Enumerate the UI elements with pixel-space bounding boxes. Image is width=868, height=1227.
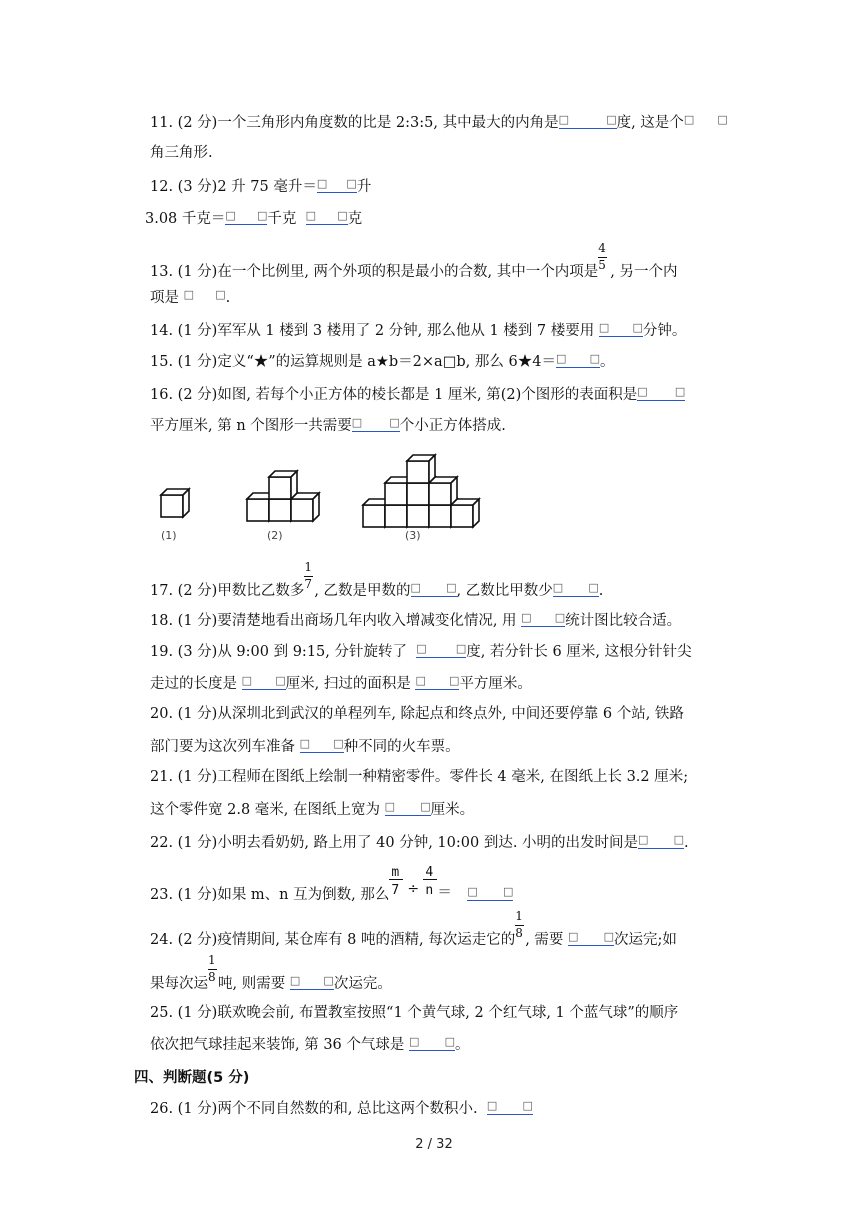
answer-blank[interactable] (184, 287, 226, 304)
expression-m7-div-4n: m 7 ÷ 4 n ＝ (391, 865, 452, 901)
fraction-1-8: $\frac{1}{8}$ (208, 953, 216, 984)
question-16-line2: 平方厘米, 第 n 个图形一共需要□ □ 个小正方体搭成. (150, 415, 506, 436)
answer-blank[interactable] (553, 580, 599, 597)
answer-blank[interactable] (409, 1034, 455, 1051)
question-18: 18. (1 分)要清楚地看出商场几年内收入增减变化情况, 用 □ □ 统计图比较合适。 (150, 610, 681, 631)
answer-blank[interactable] (638, 832, 684, 849)
figure-caption-2: (2) (267, 529, 283, 542)
question-15: 15. (1 分)定义“★”的运算规则是 a★b＝2×a□b, 那么 6★4＝□ □ 。 (150, 351, 614, 372)
figure-caption-3: (3) (405, 529, 421, 542)
answer-blank[interactable] (416, 641, 466, 658)
question-14: 14. (1 分)军军从 1 楼到 3 楼用了 2 分钟, 那么他从 1 楼到 7 楼要用 □ □ 分钟。 (150, 320, 686, 341)
answer-blank[interactable] (684, 112, 728, 129)
answer-blank[interactable] (599, 320, 643, 337)
answer-blank[interactable] (559, 112, 617, 129)
answer-blank[interactable] (411, 580, 457, 597)
answer-blank[interactable] (467, 884, 513, 901)
fraction-4-5: $\frac{4}{5}$ (598, 241, 606, 272)
question-21-line2: 这个零件宽 2.8 毫米, 在图纸上宽为 □ □ 厘米。 (150, 799, 474, 820)
question-20-line1: 20. (1 分)从深圳北到武汉的单程列车, 除起点和终点外, 中间还要停靠 6 个站, 铁路 (150, 706, 684, 722)
fraction-1-7: $\frac{1}{7}$ (304, 560, 312, 591)
answer-blank[interactable] (290, 973, 334, 990)
question-13-line2: 项是 □ □ . (150, 287, 230, 308)
question-12-line2: 3.08 千克＝□ □ 千克 □ □ 克 (145, 208, 362, 229)
answer-blank[interactable] (317, 176, 357, 193)
answer-blank[interactable] (556, 351, 600, 368)
question-25-line1: 25. (1 分)联欢晚会前, 布置教室按照“1 个黄气球, 2 个红气球, 1 个蓝气球”的顺序 (150, 1005, 679, 1021)
answer-blank[interactable] (568, 929, 614, 946)
answer-blank[interactable] (521, 610, 565, 627)
question-25-line2: 依次把气球挂起来装饰, 第 36 个气球是 □ □ 。 (150, 1034, 470, 1055)
cube-figure (155, 445, 495, 559)
question-16-line1: 16. (2 分)如图, 若每个小正方体的棱长都是 1 厘米, 第(2)个图形的表面积是□ □ (150, 384, 685, 405)
question-11-line2: 角三角形. (150, 145, 213, 161)
answer-blank[interactable] (300, 736, 344, 753)
cube-stacks-illustration (155, 445, 495, 555)
question-23: 23. (1 分)如果 m、n 互为倒数, 那么 m 7 ÷ 4 n ＝ □ □ (150, 884, 513, 905)
answer-blank[interactable] (385, 799, 431, 816)
answer-blank[interactable] (487, 1098, 533, 1115)
question-22: 22. (1 分)小明去看奶奶, 路上用了 40 分钟, 10:00 到达. 小明的出发时间是□ □ . (150, 832, 689, 853)
question-26: 26. (1 分)两个不同自然数的和, 总比这两个数积小. □ □ (150, 1098, 533, 1119)
question-24-line1: 24. (2 分)疫情期间, 某仓库有 8 吨的酒精, 每次运走它的 $\frac{1}{8}$ , 需要 □ □ 次运完;如 (150, 929, 677, 950)
question-11-line1: 11. (2 分)一个三角形内角度数的比是 2:3:5, 其中最大的内角是□ □ 度, 这是个□ □ (150, 112, 728, 133)
answer-blank[interactable] (242, 673, 286, 690)
question-13-line1: 13. (1 分)在一个比例里, 两个外项的积是最小的合数, 其中一个内项是 $\frac{4}{5}$ , 另一个内 (150, 241, 678, 280)
answer-blank[interactable] (637, 384, 685, 401)
section-heading-judgement: 四、判断题(5 分) (134, 1070, 250, 1086)
answer-blank[interactable] (306, 208, 348, 225)
answer-blank[interactable] (352, 415, 400, 432)
figure-caption-1: (1) (161, 529, 177, 542)
page-number: 2 / 32 (415, 1137, 453, 1152)
question-17: 17. (2 分)甲数比乙数多 $\frac{1}{7}$ , 乙数是甲数的□ □ , 乙数比甲数少□ □ . (150, 580, 603, 601)
fraction-1-8: $\frac{1}{8}$ (515, 909, 523, 940)
question-19-line1: 19. (3 分)从 9:00 到 9:15, 分针旋转了 □ □ 度, 若分针长 6 厘米, 这根分针针尖 (150, 641, 692, 662)
question-12-line1: 12. (3 分)2 升 75 毫升＝□ □ 升 (150, 176, 371, 197)
question-19-line2: 走过的长度是 □ □ 厘米, 扫过的面积是 □ □ 平方厘米。 (150, 673, 532, 694)
answer-blank[interactable] (415, 673, 459, 690)
cube (161, 489, 189, 517)
question-21-line1: 21. (1 分)工程师在图纸上绘制一种精密零件。零件长 4 毫米, 在图纸上长 3.2 厘米; (150, 769, 689, 785)
answer-blank[interactable] (225, 208, 267, 225)
question-20-line2: 部门要为这次列车准备 □ □ 种不同的火车票。 (150, 736, 460, 757)
question-24-line2: 果每次运 $\frac{1}{8}$ 吨, 则需要 □ □ 次运完。 (150, 973, 392, 994)
